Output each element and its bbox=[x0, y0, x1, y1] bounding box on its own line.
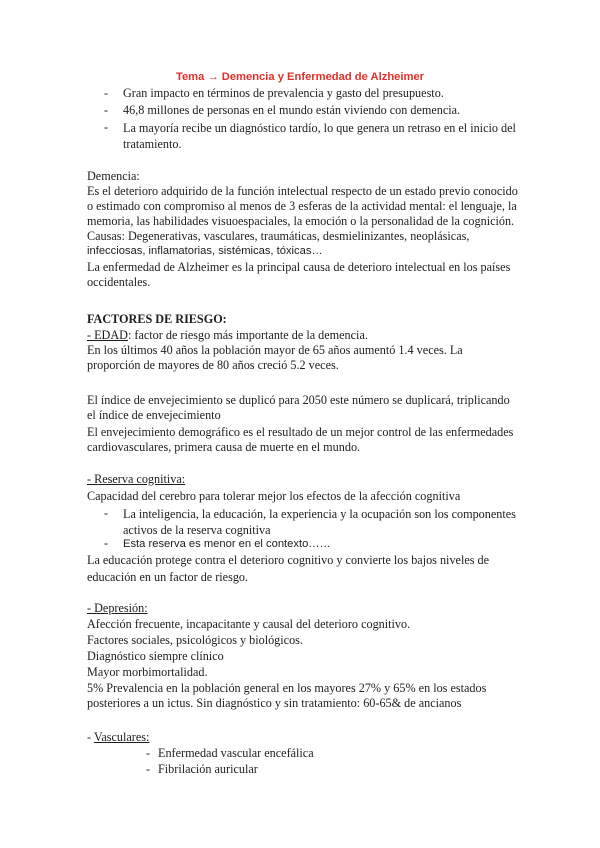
factores-section bbox=[87, 312, 527, 373]
vasculares-heading-line bbox=[87, 730, 527, 745]
intro-item: 46,8 millones de personas en el mundo están viviendo con demencia. bbox=[123, 103, 461, 117]
reserva-heading: - Reserva cognitiva: bbox=[87, 472, 186, 486]
bullet-dash: - bbox=[104, 506, 109, 520]
reserva-item: La inteligencia, la educación, la experiencia y la ocupación son los componentes activos de la reserva cognitiva bbox=[123, 507, 516, 537]
indice-line: El envejecimiento demográfico es el resultado de un mejor control de las enfermedades bbox=[87, 425, 514, 439]
edad-label: - EDAD bbox=[87, 328, 128, 342]
demencia-definition-line: memoria, las habilidades visuoespaciales, la emoción o la personalidad de la cognición. bbox=[87, 214, 515, 228]
alzheimer-line: La enfermedad de Alzheimer es la principal causa de deterioro intelectual en los países bbox=[87, 260, 511, 274]
vasculares-prefix: - bbox=[87, 730, 94, 744]
vasculares-item: Enfermedad vascular encefálica bbox=[158, 746, 314, 760]
indice-line: el índice de envejecimiento bbox=[87, 408, 221, 422]
demencia-section bbox=[87, 169, 527, 290]
depresion-line: Factores sociales, psicológicos y biológicos. bbox=[87, 633, 303, 647]
depresion-line: Afección frecuente, incapacitante y causal del deterioro cognitivo. bbox=[87, 617, 411, 631]
depresion-line: 5% Prevalencia en la población general en los mayores 27% y 65% en los estados bbox=[87, 681, 487, 695]
edad-detail-line: proporción de mayores de 80 años creció 5.2 veces. bbox=[87, 358, 339, 372]
bullet-dash: - bbox=[104, 103, 109, 117]
depresion-line: Diagnóstico siempre clínico bbox=[87, 649, 224, 663]
reserva-item: Esta reserva es menor en el contexto…… bbox=[123, 538, 331, 550]
causas-line: Causas: Degenerativas, vasculares, traumáticas, desmielinizantes, neoplásicas, bbox=[87, 229, 470, 243]
reserva-closing-line: educación en un factor de riesgo. bbox=[87, 570, 249, 584]
reserva-closing-line: La educación protege contra el deterioro cognitivo y convierte los bajos niveles de bbox=[87, 553, 490, 567]
reserva-line: Capacidad del cerebro para tolerar mejor los efectos de la afección cognitiva bbox=[87, 489, 461, 503]
indice-block bbox=[87, 393, 527, 455]
vasculares-item: Fibrilación auricular bbox=[158, 762, 258, 776]
bullet-dash: - bbox=[104, 120, 109, 134]
alzheimer-line: occidentales. bbox=[87, 275, 151, 289]
edad-line bbox=[87, 328, 527, 343]
factores-heading: FACTORES DE RIESGO: bbox=[87, 312, 227, 326]
vasculares-section bbox=[87, 730, 527, 745]
causas-line-continued: infecciosas, inflamatorias, sistémicas, tóxicas… bbox=[87, 245, 323, 257]
depresion-section bbox=[87, 601, 527, 711]
bullet-dash: - bbox=[104, 86, 109, 100]
reserva-closing bbox=[87, 553, 527, 585]
indice-line: cardiovasculares, primera causa de muerte en el mundo. bbox=[87, 440, 361, 454]
intro-item: Gran impacto en términos de prevalencia y gasto del presupuesto. bbox=[123, 86, 444, 100]
demencia-heading: Demencia: bbox=[87, 169, 140, 183]
depresion-line: Mayor morbimortalidad. bbox=[87, 665, 208, 679]
bullet-dash: - bbox=[104, 536, 109, 550]
intro-item: La mayoría recibe un diagnóstico tardío, lo que genera un retraso en el inicio del tratamiento. bbox=[123, 121, 516, 151]
depresion-line: posteriores a un ictus. Sin diagnóstico y sin tratamiento: 60-65& de ancianos bbox=[87, 696, 462, 710]
page-title: Tema → Demencia y Enfermedad de Alzheimer bbox=[175, 71, 425, 83]
demencia-definition-line: Es el deterioro adquirido de la función intelectual respecto de un estado previo conocido bbox=[87, 184, 518, 198]
bullet-dash: - bbox=[146, 762, 151, 776]
bullet-dash: - bbox=[146, 746, 151, 760]
demencia-definition-line: o estimado con compromiso al menos de 3 esferas de la actividad mental: el lenguaje, la bbox=[87, 199, 517, 213]
reserva-section bbox=[87, 472, 527, 504]
indice-line: El índice de envejecimiento se duplicó para 2050 este número se duplicará, triplicando bbox=[87, 393, 510, 407]
vasculares-heading: Vasculares: bbox=[93, 730, 150, 744]
edad-detail-line: En los últimos 40 años la población mayor de 65 años aumentó 1.4 veces. La bbox=[87, 343, 463, 357]
edad-text: : factor de riesgo más importante de la demencia. bbox=[127, 328, 368, 342]
depresion-heading: - Depresión: bbox=[87, 601, 148, 615]
